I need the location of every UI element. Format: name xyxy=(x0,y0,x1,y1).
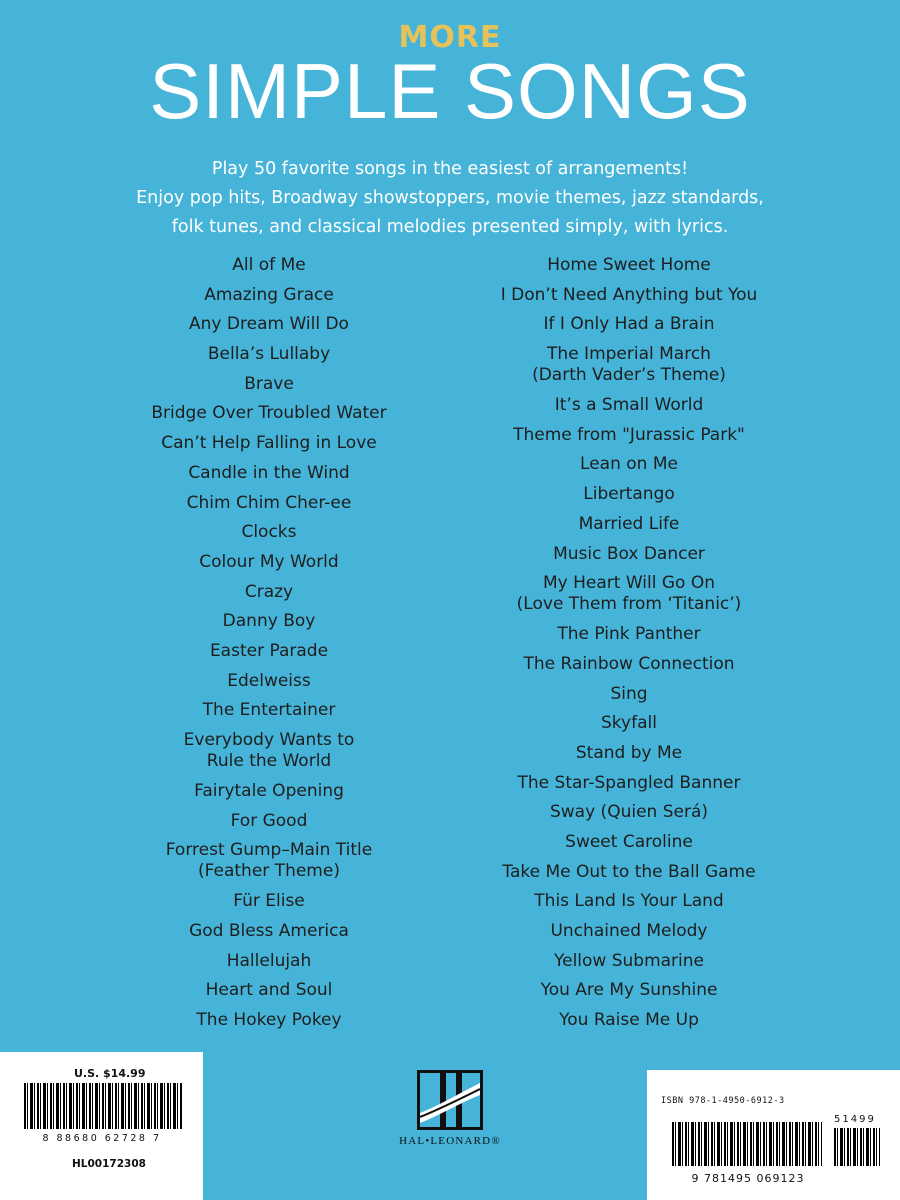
song-title: Für Elise xyxy=(233,891,305,912)
price-label: U.S. $14.99 xyxy=(74,1067,146,1080)
song-title: Hallelujah xyxy=(226,950,312,971)
song-title: I Don’t Need Anything but You xyxy=(500,284,758,305)
song-title: Sing xyxy=(610,683,648,704)
song-title: Heart and Soul xyxy=(205,980,333,1001)
song-title: Skyfall xyxy=(601,713,657,734)
song-title: Chim Chim Cher-ee xyxy=(186,492,352,513)
addon-barcode xyxy=(834,1128,880,1166)
song-title-line: (Darth Vader’s Theme) xyxy=(532,365,726,386)
song-title: The Hokey Pokey xyxy=(196,1010,342,1031)
song-title: Libertango xyxy=(583,484,675,505)
hal-leonard-logo xyxy=(417,1070,483,1130)
upc-number: 8 88680 62728 7 xyxy=(42,1133,162,1144)
song-title: Easter Parade xyxy=(209,640,329,661)
song-title: Crazy xyxy=(244,581,294,602)
song-title-two-line xyxy=(89,730,449,772)
song-title: Brave xyxy=(244,373,294,394)
song-title: Home Sweet Home xyxy=(547,255,711,275)
song-title: All of Me xyxy=(232,255,306,275)
song-list-right xyxy=(449,255,809,1040)
song-title-line: (Feather Theme) xyxy=(198,861,340,882)
song-title: Yellow Submarine xyxy=(553,950,705,971)
ean-barcode xyxy=(672,1122,822,1166)
song-title: You Are My Sunshine xyxy=(540,980,718,1001)
intro-line: Enjoy pop hits, Broadway showstoppers, movie themes, jazz standards, xyxy=(136,188,764,208)
song-title: Theme from "Jurassic Park" xyxy=(513,424,745,445)
ean-number: 9 781495 069123 xyxy=(691,1172,805,1185)
song-title: This Land Is Your Land xyxy=(534,891,724,912)
song-list-left xyxy=(89,255,449,1040)
song-title: Bella’s Lullaby xyxy=(207,344,331,365)
song-title-line: (Love Them from ‘Titanic’) xyxy=(516,594,742,615)
intro-line: Play 50 favorite songs in the easiest of arrangements! xyxy=(211,159,689,179)
song-title: Can’t Help Falling in Love xyxy=(161,433,377,454)
song-title-line: Everybody Wants to xyxy=(183,730,355,750)
price-addon-number: 51499 xyxy=(834,1114,876,1125)
song-title: Take Me Out to the Ball Game xyxy=(502,861,756,882)
book-title: SIMPLE SONGS xyxy=(149,47,751,135)
intro-line: folk tunes, and classical melodies presented simply, with lyrics. xyxy=(171,217,729,237)
song-title: The Rainbow Connection xyxy=(523,653,735,674)
song-title: Amazing Grace xyxy=(204,284,334,305)
logo-mark-icon xyxy=(420,1073,480,1127)
song-title-line: Rule the World xyxy=(206,751,332,771)
song-title: Candle in the Wind xyxy=(188,462,350,483)
song-title-two-line xyxy=(89,840,449,882)
title-kicker: MORE xyxy=(398,20,502,55)
song-title: Colour My World xyxy=(199,551,339,572)
song-title: If I Only Had a Brain xyxy=(543,314,715,335)
song-title: Unchained Melody xyxy=(550,921,708,942)
song-title-two-line xyxy=(449,344,809,386)
song-title: The Pink Panther xyxy=(557,624,701,645)
song-title: You Raise Me Up xyxy=(559,1010,699,1031)
song-title: Married Life xyxy=(578,513,680,534)
song-title: Music Box Dancer xyxy=(553,543,705,564)
song-title: Clocks xyxy=(241,522,297,543)
item-code: HL00172308 xyxy=(72,1158,146,1170)
song-title: Stand by Me xyxy=(575,742,683,763)
isbn-label: ISBN 978-1-4950-6912-3 xyxy=(661,1096,785,1106)
song-title: Fairytale Opening xyxy=(194,781,344,801)
song-title-line: The Imperial March xyxy=(547,344,711,365)
song-title: Sway (Quien Será) xyxy=(549,802,708,823)
song-title: For Good xyxy=(230,810,308,831)
song-title: God Bless America xyxy=(189,921,349,942)
song-title: It’s a Small World xyxy=(554,395,704,416)
song-title: Sweet Caroline xyxy=(565,832,693,852)
upc-barcode xyxy=(24,1083,182,1129)
song-title: Danny Boy xyxy=(222,611,316,632)
song-title: The Star-Spangled Banner xyxy=(517,772,741,793)
song-title: Lean on Me xyxy=(580,454,678,475)
song-title-two-line xyxy=(449,573,809,615)
song-title-line: My Heart Will Go On xyxy=(543,573,715,594)
brand-name: HAL•LEONARD® xyxy=(399,1135,501,1147)
song-title: Bridge Over Troubled Water xyxy=(151,403,387,424)
song-title: The Entertainer xyxy=(202,700,336,721)
song-title: Any Dream Will Do xyxy=(189,314,349,335)
intro-text xyxy=(0,155,900,242)
song-title: Edelweiss xyxy=(227,670,311,691)
song-title-line: Forrest Gump–Main Title xyxy=(165,840,373,861)
